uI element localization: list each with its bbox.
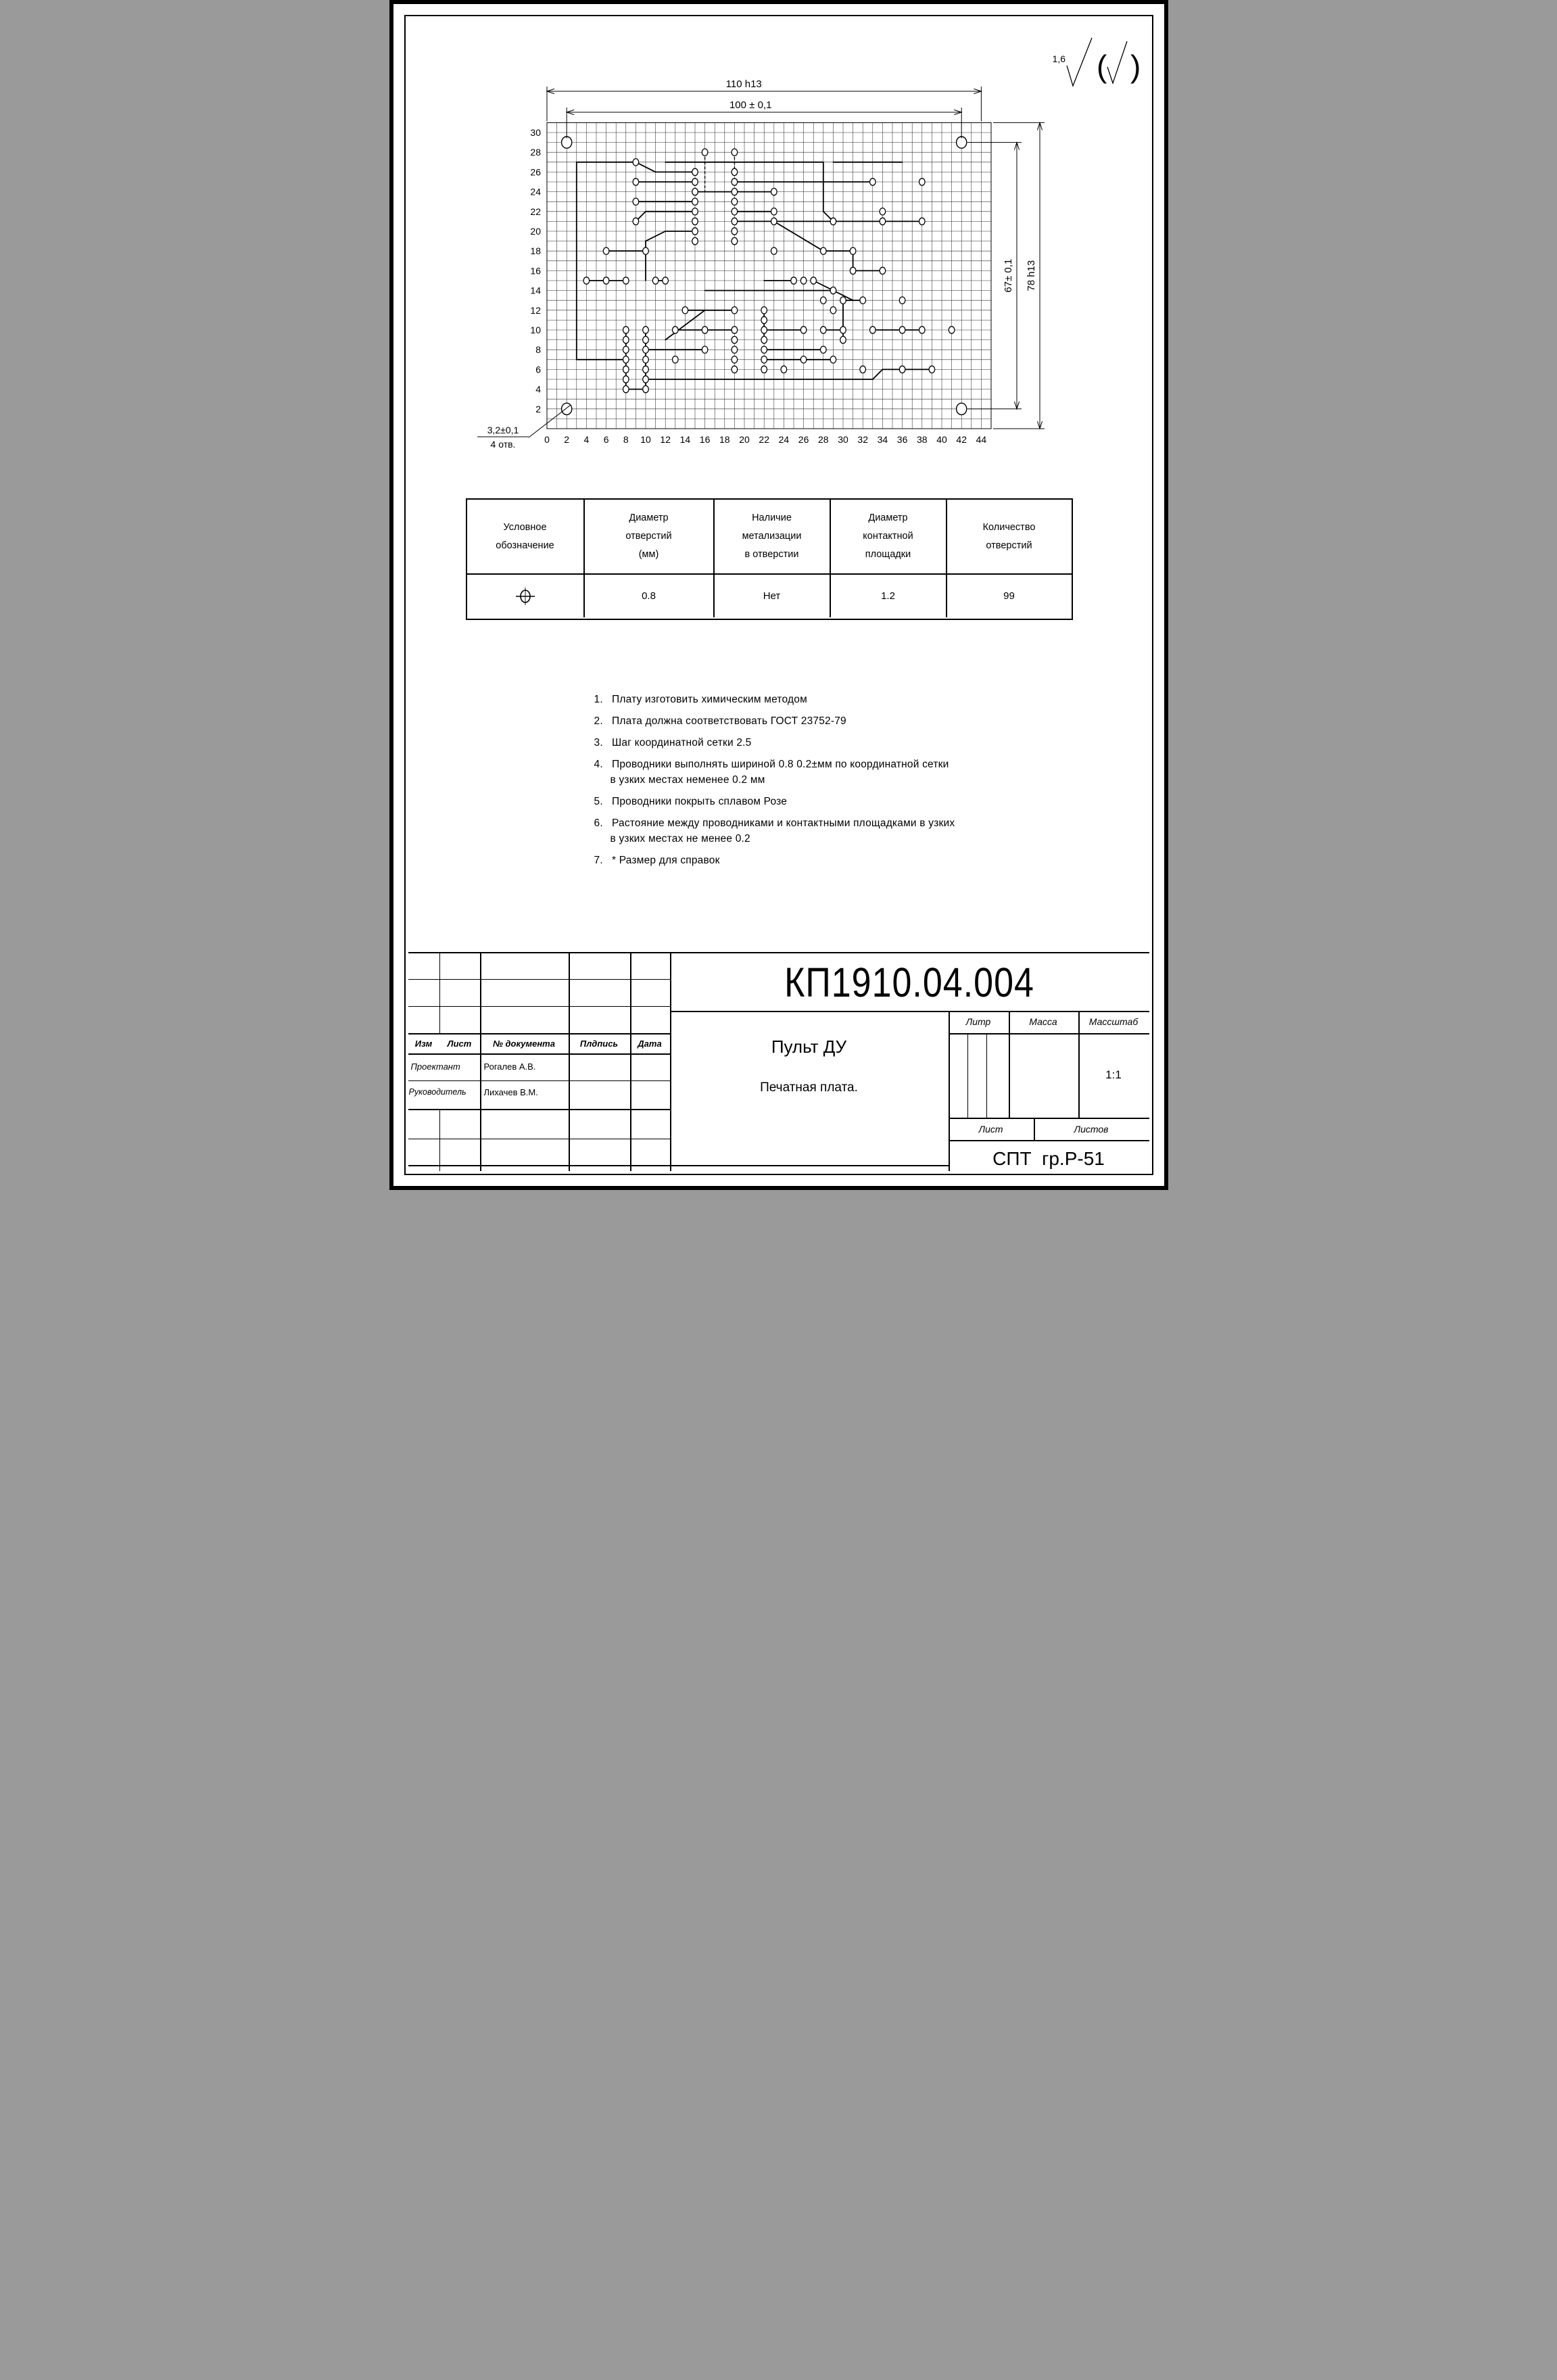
- axis-label-x: 28: [817, 434, 829, 445]
- pad: [732, 149, 738, 156]
- note-item-5: 5. Проводники покрыть сплавом Розе: [594, 794, 1108, 809]
- rev-col-signature: Плдпись: [579, 1039, 619, 1049]
- axis-label-y: 2: [535, 403, 541, 414]
- spec-header-4: Количество отверстий: [947, 500, 1072, 575]
- org-group: СПТ гр.Р-51: [992, 1148, 1105, 1169]
- pad: [603, 247, 609, 254]
- note-item-7: 7. * Размер для справок: [594, 853, 1108, 868]
- pad: [820, 327, 826, 333]
- product-name: Пульт ДУ: [771, 1037, 847, 1057]
- pad: [692, 237, 698, 244]
- pad: [642, 376, 648, 383]
- pad: [810, 277, 816, 284]
- title-block-rule: [967, 1033, 968, 1119]
- axis-label-x: 34: [877, 434, 888, 445]
- pad: [672, 327, 678, 333]
- title-block-rule: [670, 1011, 1149, 1012]
- title-block-rule: [1034, 1118, 1035, 1141]
- axis-label-x: 16: [699, 434, 710, 445]
- pad: [702, 327, 708, 333]
- pad: [623, 277, 629, 284]
- pad: [642, 336, 648, 343]
- note-number: 1.: [594, 694, 603, 705]
- pad: [899, 327, 905, 333]
- doc-name: Печатная плата.: [760, 1080, 858, 1095]
- role-designer-name: Рогалев А.В.: [483, 1062, 536, 1072]
- note-item-6: 6. Растояние между проводниками и контактными площадками в узких в узких местах не менее 0.2: [594, 815, 1108, 847]
- axis-label-x: 26: [798, 434, 809, 445]
- title-block-rule: [408, 979, 670, 980]
- pad: [840, 297, 846, 304]
- pad: [692, 228, 698, 235]
- title-block-rule: [408, 952, 1149, 953]
- axis-label-y: 22: [529, 206, 541, 217]
- roughness-check-alt-icon: [1107, 41, 1127, 83]
- pad: [830, 287, 836, 293]
- pad: [820, 346, 826, 353]
- pad: [840, 336, 846, 343]
- pad: [642, 356, 648, 363]
- pad: [732, 168, 738, 175]
- spec-header-0: Условное обозначение: [467, 500, 585, 575]
- board-outline: [547, 122, 991, 429]
- pad: [702, 149, 708, 156]
- note-item-3: 3. Шаг координатной сетки 2.5: [594, 735, 1108, 751]
- pad: [919, 327, 925, 333]
- axis-label-y: 14: [529, 285, 541, 296]
- pad: [623, 385, 629, 392]
- pad: [919, 218, 925, 224]
- hole-symbol-cell: [467, 575, 585, 617]
- pad: [830, 356, 836, 363]
- title-block-rule: [949, 1140, 1149, 1141]
- mass-label: Масса: [1029, 1016, 1057, 1027]
- pad: [623, 346, 629, 353]
- rev-col-list: Лист: [447, 1039, 472, 1049]
- axis-label-y: 12: [529, 304, 541, 316]
- title-block-rule: [1009, 1011, 1010, 1119]
- title-block-rule: [408, 1033, 670, 1034]
- pad: [790, 277, 796, 284]
- pad: [771, 208, 777, 215]
- axis-label-x: 18: [719, 434, 730, 445]
- pad: [929, 366, 935, 373]
- axis-label-y: 18: [529, 245, 541, 257]
- axis-label-x: 12: [659, 434, 671, 445]
- pad: [800, 277, 807, 284]
- pad: [642, 327, 648, 333]
- title-block-rule: [949, 1011, 950, 1171]
- spec-header-2: Наличие метализации в отверстии: [715, 500, 831, 575]
- axis-label-x: 10: [640, 434, 651, 445]
- pad: [732, 327, 738, 333]
- drawing-sheet: [389, 0, 1168, 1190]
- trace: [773, 221, 823, 251]
- pad: [642, 346, 648, 353]
- pad: [830, 307, 836, 314]
- pad: [623, 356, 629, 363]
- axis-label-x: 22: [758, 434, 769, 445]
- hole-note-top: 3,2±0,1: [487, 425, 519, 435]
- pad: [949, 327, 955, 333]
- spec-value-0: 0.8: [585, 575, 715, 617]
- pad-symbol-icon: [514, 585, 537, 608]
- pad: [761, 336, 767, 343]
- pad: [623, 327, 629, 333]
- dim-text: 110 h13: [725, 78, 762, 90]
- pad: [761, 316, 767, 323]
- dim-text: 78 h13: [1025, 260, 1037, 291]
- axis-label-y: 20: [529, 226, 541, 237]
- pad: [732, 366, 738, 373]
- pad: [761, 366, 767, 373]
- pad: [771, 188, 777, 195]
- note-number: 6.: [594, 817, 603, 829]
- pad: [623, 366, 629, 373]
- sheet-label: Лист: [978, 1124, 1003, 1135]
- pad: [781, 366, 787, 373]
- axis-label-x: 14: [679, 434, 690, 445]
- axis-label-x: 42: [955, 434, 967, 445]
- pad: [732, 178, 738, 185]
- pad: [692, 208, 698, 215]
- title-block-rule: [439, 1109, 440, 1171]
- axis-label-x: 36: [896, 434, 907, 445]
- axis-label-y: 8: [535, 344, 541, 356]
- pad: [850, 267, 856, 274]
- scale-value: 1:1: [1105, 1068, 1122, 1081]
- axis-label-y: 30: [529, 127, 541, 138]
- pad: [850, 247, 856, 254]
- pad: [880, 208, 886, 215]
- note-item-2: 2. Плата должна соответствовать ГОСТ 23752-79: [594, 713, 1108, 729]
- pad: [869, 327, 876, 333]
- axis-label-x: 20: [738, 434, 750, 445]
- pad: [732, 237, 738, 244]
- axis-label-x: 4: [583, 434, 589, 445]
- title-block-rule: [949, 1118, 1149, 1119]
- title-block-rule: [408, 1006, 670, 1007]
- axis-label-x: 44: [976, 434, 986, 445]
- pad: [880, 267, 886, 274]
- doc-number: КП1910.04.004: [784, 959, 1034, 1007]
- pad: [869, 178, 876, 185]
- axis-label-x: 32: [857, 434, 868, 445]
- dim-text: 100 ± 0,1: [729, 99, 771, 111]
- pad: [771, 247, 777, 254]
- role-designer-label: Проектант: [410, 1062, 460, 1072]
- pad: [732, 307, 738, 314]
- pad: [692, 168, 698, 175]
- tech-notes: [594, 692, 1108, 874]
- note-number: 3.: [594, 737, 603, 748]
- note-number: 5.: [594, 796, 603, 807]
- pad: [761, 356, 767, 363]
- title-block-rule: [408, 1053, 670, 1055]
- pad: [732, 198, 738, 205]
- pad: [771, 218, 777, 224]
- pad: [761, 327, 767, 333]
- pcb-drawing: [389, 0, 1168, 514]
- pad: [692, 178, 698, 185]
- pad: [899, 297, 905, 304]
- pad: [623, 336, 629, 343]
- role-supervisor-name: Лихачев В.М.: [483, 1087, 538, 1097]
- title-block-rule: [439, 952, 440, 1034]
- note-item-1: 1. Плату изготовить химическим методом: [594, 692, 1108, 707]
- pad: [633, 218, 639, 224]
- pad: [692, 188, 698, 195]
- title-block-rule: [949, 1033, 1149, 1034]
- title-block-rule: [986, 1033, 987, 1119]
- mount-hole: [956, 403, 966, 414]
- axis-label-x: 38: [916, 434, 928, 445]
- pad: [859, 366, 865, 373]
- pad: [880, 218, 886, 224]
- pad: [899, 366, 905, 373]
- hole-spec-table: [466, 498, 1073, 620]
- pad: [642, 247, 648, 254]
- note-number: 4.: [594, 759, 603, 770]
- note-number: 7.: [594, 855, 603, 866]
- axis-label-y: 28: [529, 147, 541, 158]
- note-item-4: 4. Проводники выполнять шириной 0.8 0.2±мм по координатной сетки в узких местах неменее 0.2 мм: [594, 757, 1108, 788]
- spec-header-3: Диаметр контактной площадки: [831, 500, 947, 575]
- rev-col-date: Дата: [638, 1039, 662, 1049]
- pad: [761, 307, 767, 314]
- pad: [662, 277, 668, 284]
- roughness-check-icon: [1067, 38, 1092, 86]
- title-block-rule: [1078, 1011, 1080, 1119]
- pad: [800, 327, 807, 333]
- pad: [633, 198, 639, 205]
- dim-text: 67± 0,1: [1002, 258, 1014, 293]
- hole-note-bottom: 4 отв.: [490, 439, 515, 450]
- pad: [840, 327, 846, 333]
- pad: [859, 297, 865, 304]
- pad: [919, 178, 925, 185]
- spec-value-1: Нет: [715, 575, 831, 617]
- pad: [732, 218, 738, 224]
- trace: [872, 369, 882, 379]
- pad: [761, 346, 767, 353]
- pad: [732, 208, 738, 215]
- pad: [732, 228, 738, 235]
- sheets-label: Листов: [1074, 1124, 1109, 1135]
- pad: [682, 307, 688, 314]
- pad: [692, 218, 698, 224]
- axis-label-y: 26: [529, 166, 541, 178]
- axis-label-y: 16: [529, 265, 541, 277]
- pad: [732, 356, 738, 363]
- spec-value-2: 1.2: [831, 575, 947, 617]
- rev-col-docnum: № документа: [493, 1039, 555, 1049]
- pad: [732, 336, 738, 343]
- axis-label-y: 24: [529, 186, 541, 197]
- rev-col-izm: Изм: [414, 1039, 433, 1049]
- axis-label-x: 2: [563, 434, 569, 445]
- role-supervisor-label: Руководитель: [408, 1087, 466, 1097]
- litr-label: Литр: [965, 1016, 991, 1027]
- pad: [702, 346, 708, 353]
- title-block-rule: [408, 1165, 949, 1166]
- spec-header-1: Диаметр отверстий (мм): [585, 500, 715, 575]
- pad: [800, 356, 807, 363]
- pad: [692, 198, 698, 205]
- pad: [820, 247, 826, 254]
- pad: [642, 366, 648, 373]
- title-block-rule: [408, 1109, 670, 1110]
- pad: [633, 159, 639, 166]
- pad: [672, 356, 678, 363]
- pad: [732, 346, 738, 353]
- axis-label-x: 0: [544, 434, 550, 445]
- pad: [583, 277, 590, 284]
- axis-label-y: 4: [535, 383, 541, 395]
- title-block-rule: [670, 952, 671, 1171]
- pad: [603, 277, 609, 284]
- axis-label-x: 40: [936, 434, 947, 445]
- roughness-paren-close: ): [1130, 49, 1141, 84]
- roughness-paren-open: (: [1096, 49, 1107, 84]
- title-block-rule: [408, 1080, 670, 1081]
- axis-label-x: 6: [603, 434, 608, 445]
- pad: [820, 297, 826, 304]
- axis-label-y: 6: [535, 364, 541, 375]
- axis-label-x: 24: [778, 434, 789, 445]
- axis-label-x: 8: [623, 434, 629, 445]
- spec-value-3: 99: [1003, 590, 1015, 602]
- pad: [732, 188, 738, 195]
- pad: [652, 277, 658, 284]
- axis-label-y: 10: [529, 325, 541, 335]
- note-number: 2.: [594, 715, 603, 727]
- roughness-value: 1,6: [1052, 53, 1065, 64]
- pad: [830, 218, 836, 224]
- axis-label-x: 30: [837, 434, 848, 445]
- pad: [642, 385, 648, 392]
- scale-label: Массштаб: [1088, 1016, 1139, 1027]
- pad: [633, 178, 639, 185]
- pad: [623, 376, 629, 383]
